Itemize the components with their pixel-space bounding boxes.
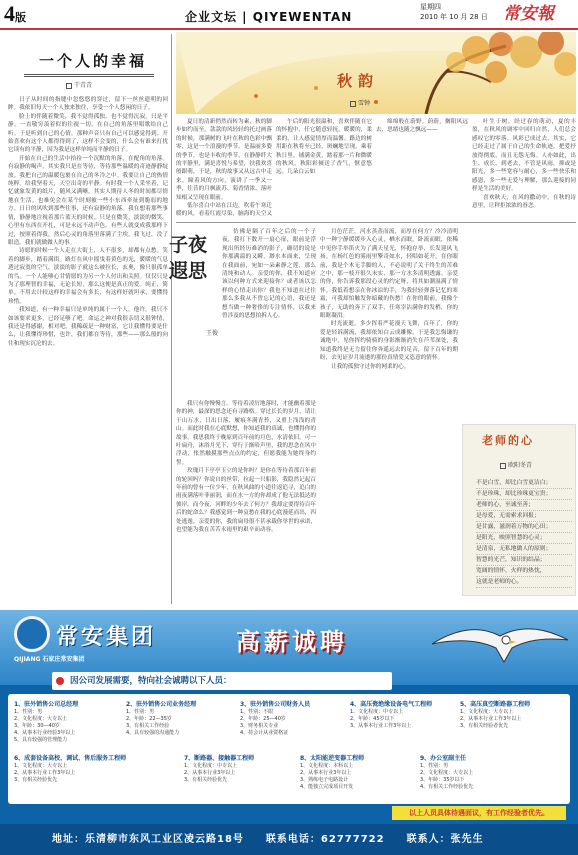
poem-line: 不是白雪，却比白雪更洁白； (476, 478, 572, 489)
paragraph: 喜欢秋天，在风的撒动中，在秋的诗意里，让秤拒浓浓的眷恋。 (472, 194, 576, 210)
recruit-headline: 高薪诚聘 (236, 628, 348, 656)
job-listing: 4、高压瓷绝缘设备电气工程师 1、文化程度：中专以上 2、年龄：45岁以下 3、从事本行业工作3年以上 (350, 701, 433, 729)
company-logo-icon (14, 616, 50, 652)
job-listing-panel (8, 694, 570, 804)
ink-article-title: 子夜遐思 (168, 234, 207, 282)
poem-line: 是阳光，映照智慧的心灵； (476, 533, 572, 544)
page-header (0, 0, 578, 30)
company-brand: 常安集团 (56, 625, 157, 650)
paragraph: 开始在自己的生活中拾捡一个沉默的角落，在配角的角落。有寂静的喝声。其实我只是在等待，等待那些温暖的奇迹静静绽放。我把自己的温暖包裹在自己的冬冷之中。我要让自己的热情纯粹。给我坚着天，天空出奇的平静。有时我一个人采坐着，记忆就象发黄的纸片，随风又满晰。其实人期待人冬的时间都尽情地在生活。也难免会在某个时刻被一些小东西牵扯到脆弱的地方。日日的风吹到那些往事，还有寂静的角落。我在想着那些事情，静静地注视着那片蓝天的时候。只是在微笑，淡淡的微笑。心里有东西在开扎，可是永远不动声色。有些人就变成我那样下过，按照着得我，然后心灵的角落里落满了尘埃。我飞过，没了眼造。我们就做做人的事。 (8, 155, 168, 246)
paragraph: 让我的孤独守过你的网柔的心。 (331, 363, 410, 370)
paragraph: 仿佛是隔了百年之后的一个子夜，我打下数开一扇心扉，眼前是浮现出所经历难消的影子，确切的说是你那满溢的又瞬，渺水本面来，呈现在我面前，宛如一朵素静之莲，那么清纯和动人。亲爱的你，我不知道应该以何种方式来迎接你？或者该以怎样的心情走出你？我也不知道在过往那么多我从不曾忘记的心语，我还是想当做一种奢侈的专注情怀。以我来曾涉及的思想拍拆人心。 (222, 229, 316, 320)
job-listing: 6、成套设备高校、调试、售后服务工程师 1、文化程度：大专以上 2、从事本行业工作3年以上 3、有相关经验优先 (14, 755, 127, 783)
teacher-poem-title: 老师的心 (482, 434, 534, 447)
paragraph: 我只有你慢慢言。等待着凌厉地落时，才能幽着那是你的神，最深的思念还有寻路格。穿过长长的岁月，请让干山万水，日出日落，履痕冬满青苔，又重上浅浅的青山。而此时我在心底默想，你知道我的真诚，也懂得你的故事。我思我终于晚原到百年前的月色，水清依旧。可一叶扁舟，沐浴月光下，穿行于渐哈声里，我的思念在风中浮动，怅然触摸那些点点的约定，但愿我能为她终身约誓。 (176, 401, 316, 466)
paragraph: 时光流逝，多少挥着严花漫天飞舞，百年了，你的爱是轻诉满流，我却依知白云成雕像。于是我怎悔谦的诚绝中，见你挥约骑骑的身影渐渐消失在芦苇深处，我知道我终是无力留住你奔遥远去的足音，留下百年的期盼，去见证岁月流逝的那份真情爱又恣意的情怀。 (320, 321, 458, 362)
ink-col-1b (176, 400, 316, 600)
page-number: 4版 (4, 1, 26, 26)
paragraph: 月色茫茫，河水蒸蒸而流，而厚在何方？冷冷清明中一种宁静缓缓步入心灵，栖水而眠，卧流而眠，依稀中见你手举笛火为了满天星光，怀抱存举，长发迎风飞扬。在杨红色的雾雨里擎奇如水，轻唱如花开。在你眼前，我是个木无手脚的人，不必说明了关于终生的苦难之中，那一枝开很久未实，那一方水多清明透露。亲爱的你，你告诉我那段心灵的约定呀，将其如潮湿满了情怀。我低着想亲在你冰凉的手，为我轻轻弹落记忆的寒霜，可我却怕触发你暗藏的伤愁！在你的眼前，我像个孩子，无助的奔下了双手，任寒宰沾满你的发梢，你的眼眶凝泪。 (320, 229, 458, 320)
left-article-author: 干青青 (66, 80, 92, 89)
poem-line: 是母爱，无需索求回报； (476, 511, 572, 522)
ink-col-2 (320, 228, 458, 600)
ink-article-author: 王俊 (206, 330, 219, 337)
ad-subtitle: 因公司发展需要，特向社会诚聘以下人员： (52, 672, 392, 690)
job-listing: 3、驻外销售公司财务人员 1、性别：不限 2、年龄：25—40岁 3、财务相关专业 4、持会计从业资格证 (240, 701, 311, 736)
left-article-title: 一个人的幸福 (38, 52, 147, 70)
autumn-col-3 (376, 118, 468, 218)
author-box-icon (350, 101, 356, 107)
job-listing: 8、太阳能逆变器工程师 1、文化程度：本科以上 2、从事本行业3年以上 3、熟练电子电路设计 4、能独立完成项目开发 (300, 755, 365, 790)
poem-line: 宽阔的情怀，火样的热忱， (476, 566, 572, 577)
title-underline (24, 74, 154, 77)
job-listing: 9、办公室副主任 1、性别：男 2、文化程度：大专以上 3、年龄：35岁以下 4、有相关工作经验优先 (420, 755, 474, 790)
job-listing: 5、高压真空断路器工程师 1、文化程度：大专以上 2、从事本行业工作3年以上 3、有相关经验者优先 (460, 701, 531, 729)
job-listing: 2、驻外销售公司业务经理 1、性别：男 2、年龄：22—35岁 3、有相关工作经验 4、具有较强的沟通能力 (126, 701, 197, 736)
teacher-poem-lines (476, 478, 572, 588)
paragraph: 我知道，有一种幸福只是单纯的属于一个人。他许，我只不如该要求更多，已经足够了吧。命运之神对我很亲切又很钟情，我还是得感谢，相对吧，我稀疏是一种财富，它让我懂得要是什么，让我懂得珍惜，也许，我们都在等待，那些——那么般的向往和现实沉沦的去。 (8, 307, 168, 347)
paragraph: 低尔喜白中站在江边，吹着午寒迁暖的风，看着红霞尽染，脑海的天空又 (176, 203, 272, 218)
section-divider (176, 222, 576, 223)
eagle-icon (430, 614, 570, 674)
autumn-col-1 (176, 118, 272, 218)
paragraph: 脸上的伴随着微笑，我不觉得孤独。也不觉得沉寂，只是平静。一直敬穷羡着似的往视一切，在自己的角落里唱歌给自己听。于是听到自己的心情。那种声音只有自己可以感觉得到。开始喜欢有这个人都得得到了，这样不会变的，什么会有谁来打扰它读有的平静，因为我是这样单纯而平静的日子。 (8, 113, 168, 154)
newspaper-logo: 常安報 (503, 4, 554, 24)
author-box-icon (500, 463, 506, 469)
recruitment-ad (0, 610, 578, 855)
paragraph: 绵绵般在蔚野。蔚蔚，搁阳风远去，思绪也随之飘远—— (376, 119, 468, 134)
paragraph: 日子从时间的指缝中忽悠悠的穿过，留下一丝丝遗明的回眸。我依旧每天一个人独来独往，享受一个人悠闲的日子。 (8, 97, 168, 112)
poem-line: 这就是老师的心。 (476, 577, 572, 588)
poem-line: 是清泉，无私地做人的原则； (476, 544, 572, 555)
paragraph: 午后的阳光很温和，喜欢伴随在它的怀抱中，任它随意轻抚，暖暖的，柔柔的，让人感觉情厚而温馨。路边的树用距在秋将至已经，斑斓地呈现。乘着秋日里，铺满金黄，踏着那一片和微暖的秋风，秋阳彩倾送了香气，惬意悠远。几朵白云如 (276, 119, 372, 176)
date-block (420, 2, 488, 22)
autumn-article-author: 雪钟 (350, 98, 370, 107)
autumn-col-4 (472, 40, 576, 218)
poem-line: 智慧的光芒，知识的结晶； (476, 555, 572, 566)
company-brand-en: QIJIANG 石家庄常安集团 (14, 656, 85, 663)
issue-date: 2010 年 10 月 28 日 (420, 13, 488, 21)
paragraph: 叶生于树，经过春的萌动，夏的丰盈，在秋风的调零中回归自然，人们总会感叹它的零落。风彩已成过去，其实，它已经走过了属于自己的生命轨迹，把爱抒放得彻底，而且无怨无悔。人亦如此，出生、成长、到老去，不管是风雨，抑或是阳光，多一些宽容与耐心，多一些快乐和感恩，多一些无爱与理解，那么迎接的同样是生活的美好。 (472, 119, 576, 193)
teacher-poem-author: 欧阳冬青 (500, 460, 532, 469)
author-box-icon (66, 83, 72, 89)
bullet-icon (56, 677, 64, 685)
poem-line: 不是珍珠，却比珍珠更宝贵； (476, 489, 572, 500)
job-listing: 1、驻外销售公司总经理 1、性别：男 2、文化程度：大专以上 3、年龄：30—40岁 4、从事本行业经验3年以上 5、具有较强的管理能力 (14, 701, 79, 743)
column-divider (171, 34, 172, 604)
job-listing: 7、断路器、接触器工程师 1、文化程度：中专以上 2、从事本行业3年以上 3、有相关经验优先 (184, 755, 255, 783)
weekday: 星期四 (420, 3, 441, 11)
paragraph: 诗愿的时候一个人走在大街上，人不很多，却都有点愁。笑着的脚步，踏着满街。路灯在风中摇曳着黄色的光，暖暖的气息透过寂寞的空气，淡淡的影子就这么被拉长，玄奥，像只很孤单的鸟。一个人能够心甘情愿的为另一个人付出和关照。仅仅只是为了那理智的幸福，无论长短，那么这便是真正的爱。纯正，简单。不用去计较这样的幸福会有多长，有这样好就坦承，要懂得珍惜。 (8, 248, 168, 305)
poem-line: 是甘露，滋润着万物的心田； (476, 522, 572, 533)
poem-line: 老师的心，至诚至善； (476, 500, 572, 511)
autumn-col-2 (276, 118, 372, 218)
paragraph: 玫瑰月下亭亭玉立的是你吗？是你在等待着那百年前的轮回吗？你说自的丝带，拉起一只船影，我隐然记起百年前的曾有一位少年，在秋风曲的小道往返追寻，追白的雨夜满落叶菲丽润，而在水一方的你却成了他无法抵达的彼岸。而今夜，河畔的少年去了何方？我却定要得待百年后的蛇命么？我感觉到一种哀愁在我的心底漫延而出，四处逃逸。亲爱的你，我的扁母很不甚承载你举世的承诺，也望能为我在苦苦永雨里的艰辛而动容。 (176, 468, 316, 534)
ad-footer-note: 以上人员具体待遇面议，有工作经验者优先。 (392, 806, 566, 820)
paragraph: 夏日的清新悄然而转为素，秋的脚步如约而至。款款的风轻轻的托过画落的时候，那满树的飞叶在秋的色彩中飘零，这是一个浪漫的季节。是温丽多姿的季节，也是丰收的季节，在静静纤大的平静里，满是喜悦与希望，扶我欢喜般跟萌，于是，秋的故事又从远古中走来，瞳着风的方向，演讲了一季又一季，往昔的月枫流苏、菊香情浓、落叶知根又呈现在眼前。 (176, 119, 272, 201)
autumn-article-title: 秋韵 (337, 72, 380, 90)
section-title: 企业文坛 | QIYEWENTAN (185, 10, 353, 24)
left-article-body (8, 96, 168, 601)
ad-contact-address: 地址：乐清柳市东风工业区凌云路18号 联系电话：62777722 联系人：张先生 (0, 824, 578, 855)
